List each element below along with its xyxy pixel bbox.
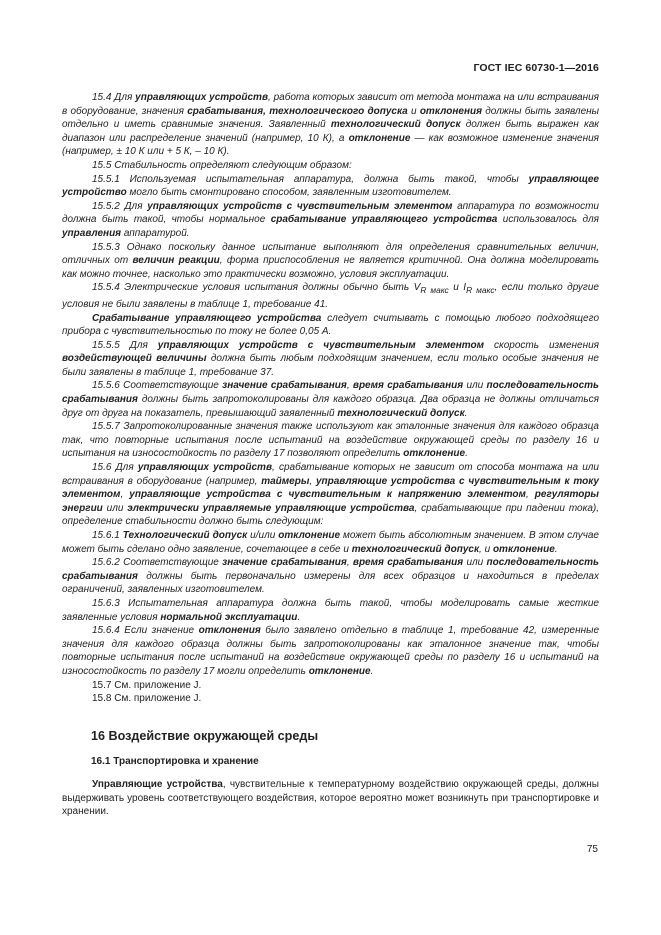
paragraph-p15-5: 15.5 Стабильность определяют следующим образом: [92,159,352,171]
paragraph-p15-5-3: 15.5.3 Однако поскольку данное испытание выполняют для определения сравнительных величин, отличных от величин реакции, форма приспособления не является критичной. Она должна моделировать как можно точнее, насколько это практически возможно, условия эксплуатации. [62,241,599,280]
paragraph-p15-5-1: 15.5.1 Используемая испытательная аппаратура, должна быть такой, чтобы управляющее устройство могло быть смонтировано способом, заявленным изготовителем. [62,173,599,199]
paragraph-p15-8: 15.8 См. приложение J. [92,693,202,705]
paragraph-p15-6-3: 15.6.3 Испытательная аппаратура должна быть такой, чтобы моделировать самые жесткие заявленные условия нормальной эксплуатации. [62,597,599,623]
paragraph-p15-7: 15.7 См. приложение J. [92,679,202,691]
paragraph-p15-5-5: 15.5.5 Для управляющих устройств с чувствительным элементом скорость изменения воздействующей величины должна быть любым подходящим значением, если только особые значения не были заявлены в таблице 1, требование 37. [62,339,599,378]
page-number: 75 [586,844,598,855]
paragraph-p15-5-6: 15.5.6 Соответствующие значение срабатывания, время срабатывания или последовательность срабатывания должны быть запротоколированы для каждого образца. Два образца не должны отличаться друг от друга на показатель, превышающий заявленный технологический допуск. [62,380,599,419]
paragraph-p15-5-7: 15.5.7 Запротоколированные значения также используют как эталонные значения для каждого образца так, что повторные испытания после испытаний на воздействие окружающей среды по разделу 16 и испытания на износостойкость по разделу 17 позволяют определить отклонение. [62,421,599,460]
section-16-1-title: 16.1 Транспортировка и хранение [91,756,259,768]
section-16-1-paragraph: Управляющие устройства, чувствительные к температурному воздействию окружающей среды, должны выдерживать уровень соответствующего воздействия, которое вероятно может возникнуть при транспортировке и хранении. [62,778,599,818]
paragraph-p15-4: 15.4 Для управляющих устройств, работа которых зависит от метода монтажа на или встраивания в оборудование, значения срабатывания, технологического допуска и отклонения должны быть заявлены отдельно и иметь сравнимые значения. Заявленный технологический допуск должен быть выражен как диапазон или распределение значений (например, 10 К), а отклонение — как возможное изменение значения (например, ± 10 К или + 5 К, – 10 К). [62,92,599,158]
paragraph-p15-6-1: 15.6.1 Технологический допуск и/или отклонение может быть абсолютным значением. В этом случае может быть сделано одно заявление, сочетающее в себе и технологический допуск, и отклонение. [62,530,599,555]
document-body [62,91,599,819]
standard-header: ГОСТ IEC 60730-1—2016 [473,62,599,74]
section-15-text [62,91,599,706]
paragraph-p15-6-4: 15.6.4 Если значение отклонения было заявлено отдельно в таблице 1, требование 42, измеренные значения для каждого образца должны быть запротоколированы как эталонное значение так, чтобы повторные испытания после испытаний на воздействие окружающей среды по разделу 16 и испытаний на износостойкость по разделу 17 могли определить отклонение. [62,625,600,677]
section-16-title: 16 Воздействие окружающей среды [91,728,319,743]
paragraph-p15-5-2: 15.5.2 Для управляющих устройств с чувствительным элементом аппаратура по возможности должна быть такой, чтобы нормальное срабатывание управляющего устройства использовалось для управления аппаратурой. [62,200,599,239]
paragraph-p15-6-2: 15.6.2 Соответствующие значение срабатывания, время срабатывания или последовательность срабатывания должны быть первоначально измерены для всех образцов и находиться в пределах ограничений, заявленных изготовителем. [62,557,599,596]
paragraph-p-srab: Срабатывание управляющего устройства следует считывать с помощью любого подходящего прибора с чувствительностью по току не более 0,05 А. [62,312,599,338]
paragraph-p15-5-4: 15.5.4 Электрические условия испытания должны обычно быть $V_{R макс}$ и $I_{R макс}$, если только другие условия не были заявлены в таблице 1, требование 41. [62,282,599,310]
paragraph-p15-6: 15.6 Для управляющих устройств, срабатывание которых не зависит от способа монтажа на или встраивания в оборудование (например, таймеры, управляющие устройства с чувствительным к току элементом, управляющие устройства с чувствительным к напряжению элементом, регуляторы энергии или электрически управляемые управляющие устройства, срабатывающие при падении тока), определение стабильности должно быть следующим: [62,462,599,528]
